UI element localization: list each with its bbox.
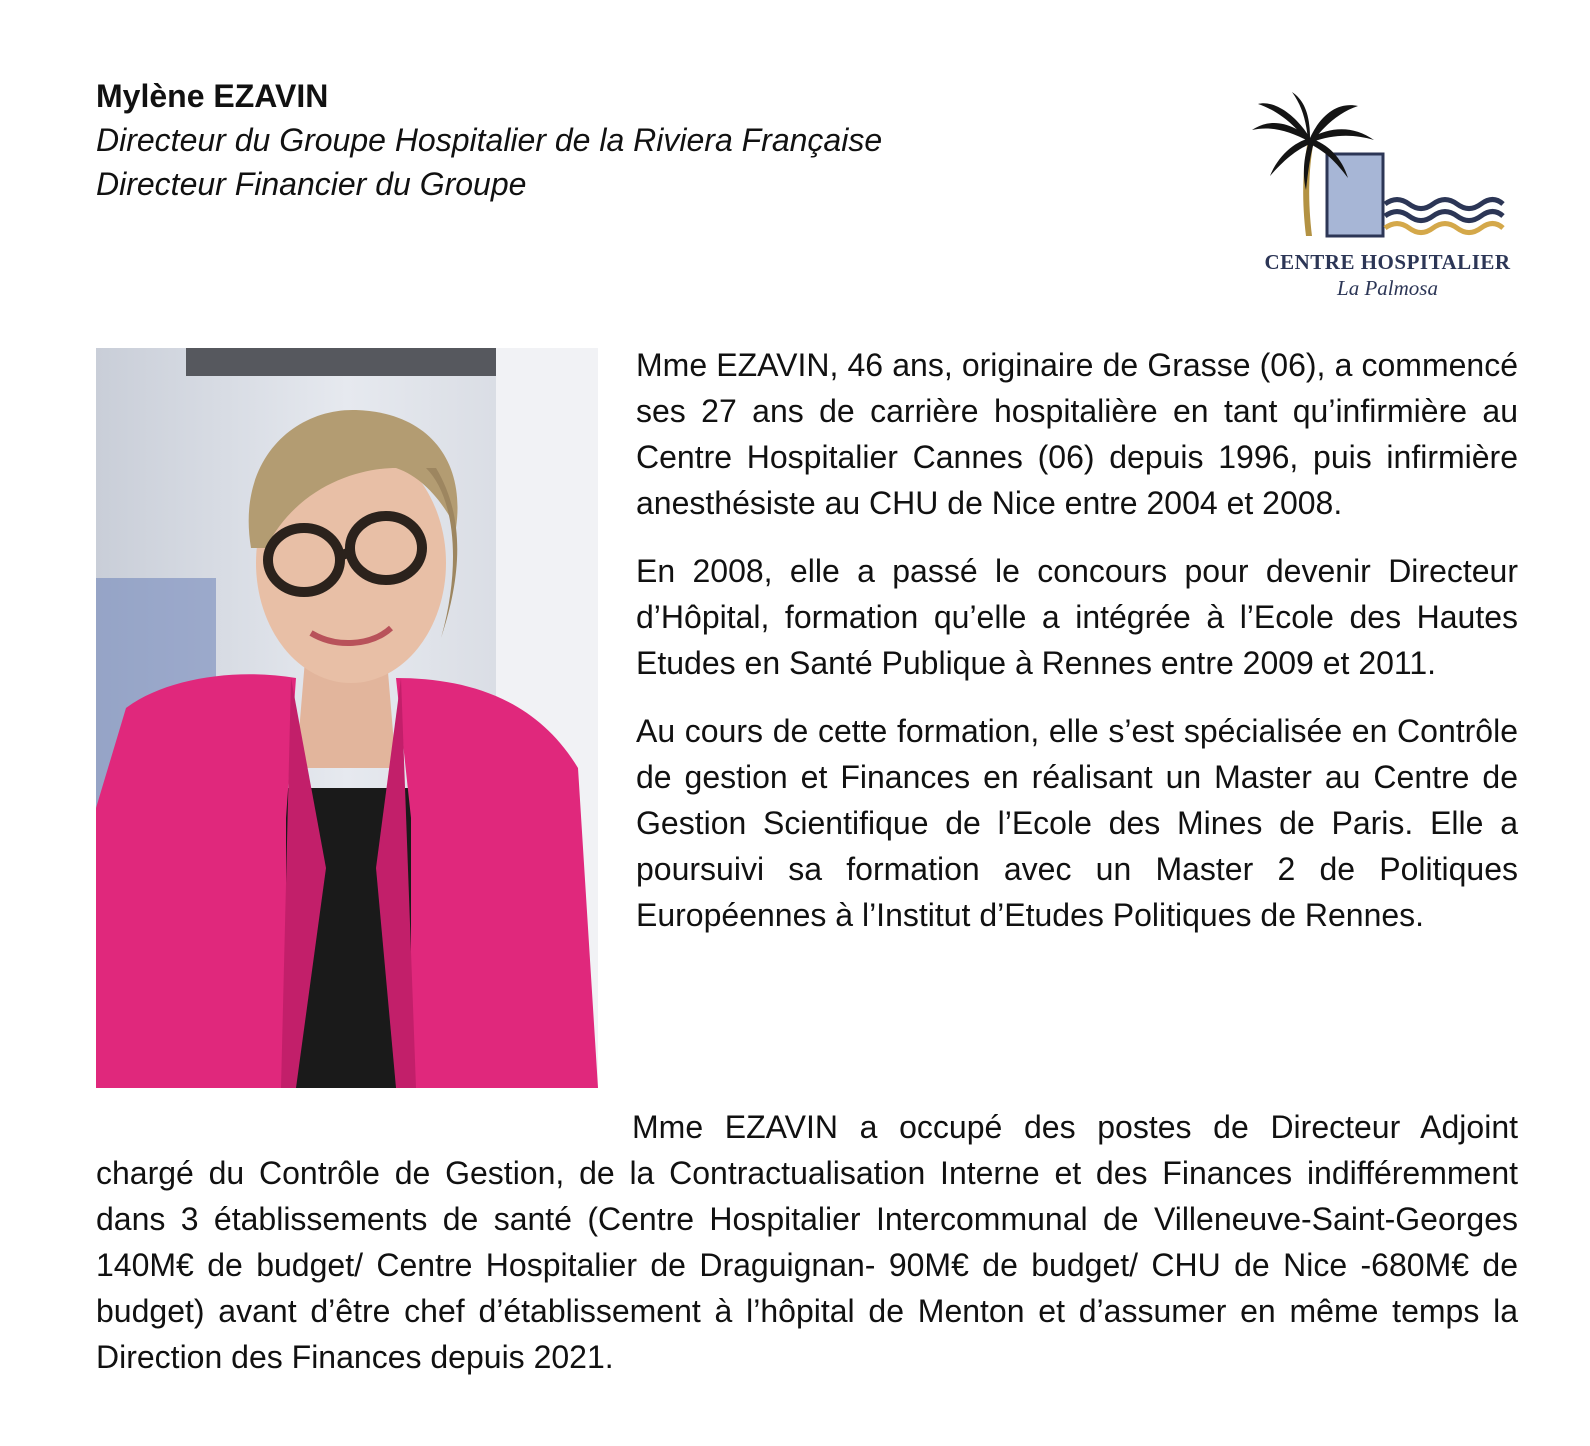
person-name: Mylène EZAVIN [96,78,329,114]
hospital-logo [1250,92,1525,307]
bio-paragraph: Au cours de cette formation, elle s’est spécialisée en Contrôle de gestion et Finances en réalisant un Master au Centre de Gestion Scientifique de l’Ecole des Mines de Paris. Elle a poursuivi sa formation avec un Master 2 de Politiques Européennes à l’Institut d’Etudes Politiques de Rennes. [636,713,1518,933]
job-title-2: Directeur Financier du Groupe [96,166,527,202]
logo-subtitle: La Palmosa [1337,276,1438,300]
palm-logo-icon [1250,92,1525,252]
logo-title: CENTRE HOSPITALIER [1264,250,1511,274]
biography-column [636,342,1518,960]
bio-paragraph-full-width: Mme EZAVIN a occupé des postes de Directeur Adjoint chargé du Contrôle de Gestion, de la Contractualisation Interne et des Finances indifféremment dans 3 établissements de santé (Centre Hospitalier Intercommunal de Villeneuve-Saint-Georges 140M€ de budget/ Centre Hospitalier de Draguignan- 90M€ de budget/ CHU de Nice -680M€ de budget) avant d’être chef d’établissement à l’hôpital de Menton et d’assumer en même temps la Direction des Finances depuis 2021. [96,1109,1518,1375]
job-title-1: Directeur du Groupe Hospitalier de la Riviera Française [96,122,883,158]
portrait-image [96,348,598,1088]
bio-paragraph: En 2008, elle a passé le concours pour devenir Directeur d’Hôpital, formation qu’elle a intégrée à l’Ecole des Hautes Etudes en Santé Publique à Rennes entre 2009 et 2011. [636,553,1518,681]
header [96,74,1096,206]
bio-paragraph: Mme EZAVIN, 46 ans, originaire de Grasse (06), a commencé ses 27 ans de carrière hospitalière en tant qu’infirmière au Centre Hospitalier Cannes (06) depuis 1996, puis infirmière anesthésiste au CHU de Nice entre 2004 et 2008. [636,347,1518,521]
portrait-photo [96,348,598,1088]
